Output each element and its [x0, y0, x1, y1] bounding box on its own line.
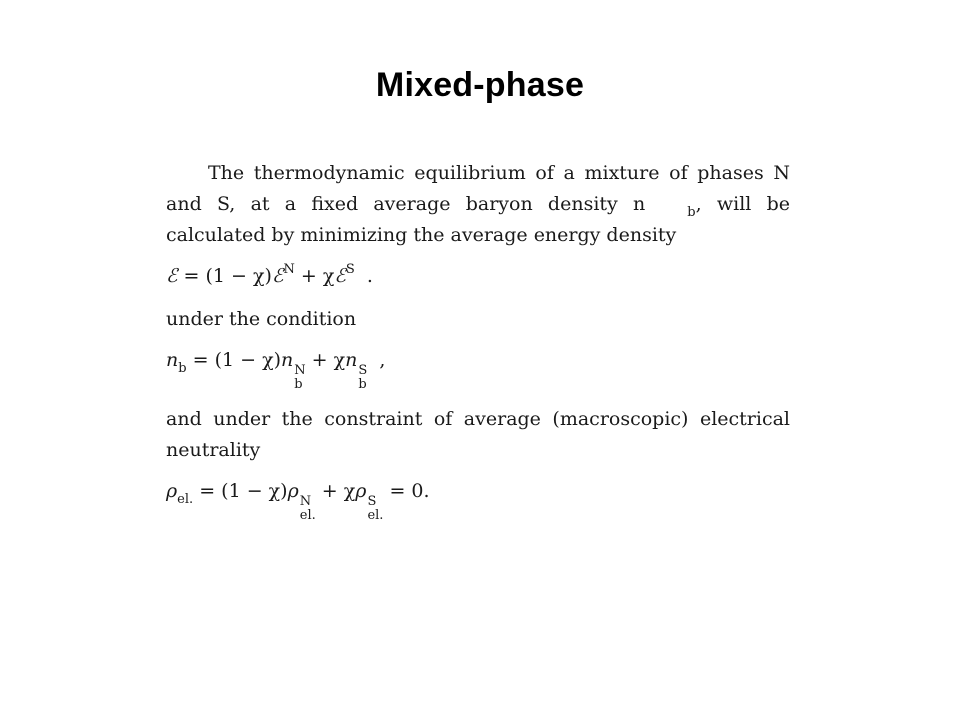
baryon-plus: + χ [305, 349, 346, 371]
intro-text: The thermodynamic equilibrium of a mixture of phases N and S, at a fixed average baryon density n [166, 162, 790, 215]
baryon-term2-indices [358, 364, 367, 392]
charge-eq: = (1 − χ) [193, 480, 288, 502]
baryon-end: , [367, 349, 386, 371]
charge-lhs: ρ [166, 480, 178, 502]
baryon-term2: n [345, 349, 358, 371]
charge-term2-indices [367, 495, 383, 523]
baryon-lhs-sub: b [178, 361, 187, 376]
charge-term2-sup: S [367, 494, 377, 509]
charge-term2: ρ [355, 480, 367, 502]
intro-paragraph [166, 158, 790, 251]
text-body [166, 158, 790, 535]
charge-term1-sup: N [299, 494, 312, 509]
slide-title: Mixed-phase [375, 66, 585, 104]
energy-density-equation [166, 261, 790, 292]
charge-end: = 0. [383, 480, 430, 502]
energy-term1: ℰ [271, 265, 284, 287]
baryon-term1: n [281, 349, 294, 371]
charge-lhs-sub: el. [177, 492, 194, 507]
charge-term1: ρ [287, 480, 299, 502]
intro-density-subscript: b [687, 205, 696, 220]
constraint-paragraph: and under the constraint of average (macroscopic) electrical neutrality [166, 408, 790, 461]
charge-plus: + χ [315, 480, 356, 502]
charge-term2-sub: el. [367, 508, 384, 523]
baryon-lhs: n [166, 349, 179, 371]
baryon-density-equation [166, 345, 790, 392]
condition-paragraph: under the condition [166, 308, 357, 330]
intro-text-tail: , will be calculated by minimizing the average energy density [166, 193, 790, 246]
energy-end: . [354, 265, 373, 287]
baryon-eq: = (1 − χ) [186, 349, 282, 371]
energy-term2-sup: S [345, 262, 355, 277]
baryon-term2-sub: b [358, 377, 367, 392]
charge-term1-indices [300, 495, 316, 523]
baryon-term1-sup: N [294, 363, 306, 378]
energy-plus: + χ [294, 265, 335, 287]
energy-lhs: ℰ [166, 265, 178, 287]
baryon-term1-indices [294, 364, 305, 392]
charge-term1-sub: el. [299, 508, 316, 523]
energy-term1-sup: N [283, 262, 295, 277]
baryon-term1-sub: b [294, 377, 303, 392]
baryon-term2-sup: S [358, 363, 368, 378]
charge-neutrality-equation [166, 476, 790, 523]
energy-term2: ℰ [334, 265, 346, 287]
energy-eq: = (1 − χ) [177, 265, 272, 287]
